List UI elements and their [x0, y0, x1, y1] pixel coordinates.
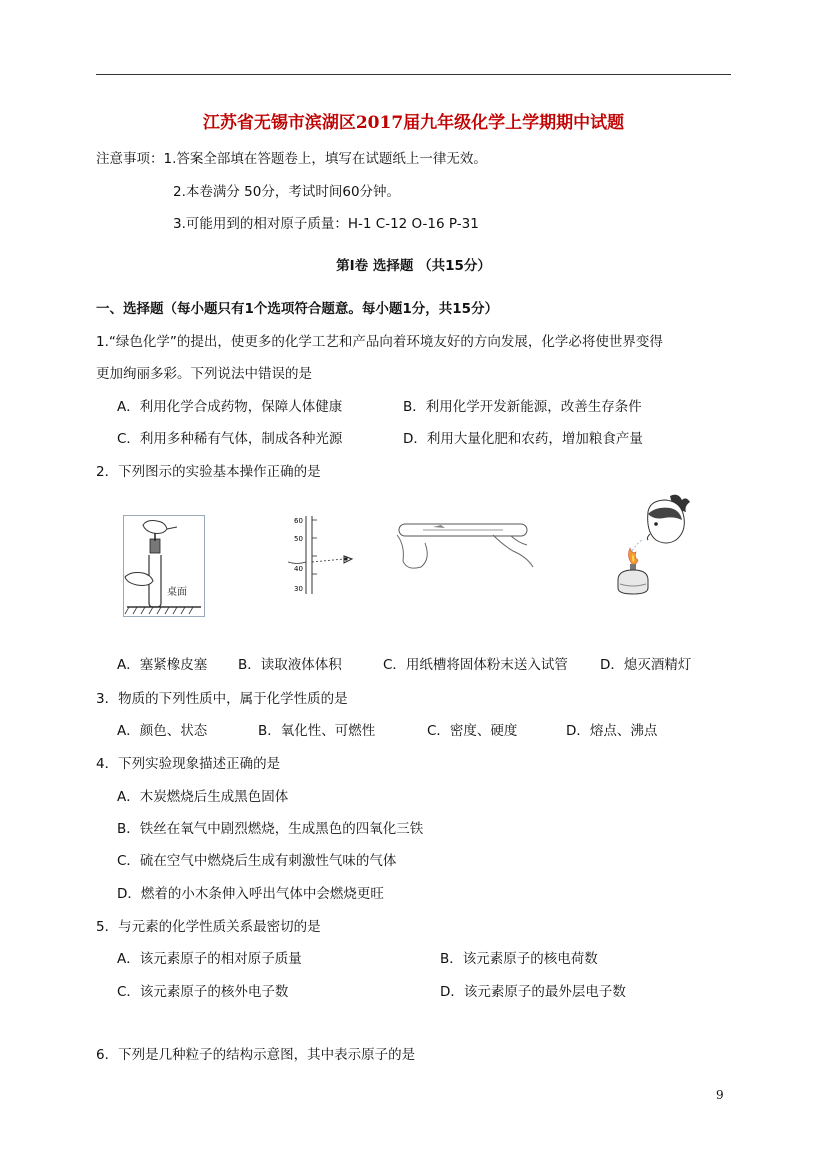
q5-option-b: B．该元素原子的核电荷数: [440, 951, 598, 967]
q3-option-c: C．密度、硬度: [427, 723, 518, 739]
q3-option-a: A．颜色、状态: [117, 723, 208, 739]
figure-a-stopper: [123, 515, 205, 617]
q4-option-d: D．燃着的小木条伸入呼出气体中会燃烧更旺: [117, 886, 384, 902]
q2-option-d: D．熄灭酒精灯: [600, 657, 692, 673]
header-rule: [96, 74, 731, 75]
q3-option-b: B．氧化性、可燃性: [258, 723, 376, 739]
q3-option-d: D．熔点、沸点: [566, 723, 658, 739]
notes-item-2: 2.本卷满分 50分，考试时间60分钟。: [173, 184, 401, 200]
q5-option-a: A．该元素原子的相对原子质量: [117, 951, 302, 967]
cyl-label-30: 30: [294, 585, 303, 593]
figure-b-cylinder: [280, 512, 360, 598]
figure-a-desk-label: 桌面: [167, 587, 187, 598]
q1-stem-line-1: 1.“绿色化学”的提出，使更多的化学工艺和产品向着环境友好的方向发展，化学必将使世界变得: [96, 334, 663, 350]
notes-label: 注意事项：1.答案全部填在答题卷上，填写在试题纸上一律无效。: [96, 151, 487, 167]
figure-d-alcohol-lamp: [612, 490, 697, 605]
q4-stem: 4．下列实验现象描述正确的是: [96, 756, 281, 772]
notes-item-3: 3.可能用到的相对原子质量：H-1 C-12 O-16 P-31: [173, 216, 479, 232]
q4-option-c: C．硫在空气中燃烧后生成有刺激性气味的气体: [117, 853, 397, 869]
cyl-label-50: 50: [294, 535, 303, 543]
q6-stem: 6．下列是几种粒子的结构示意图，其中表示原子的是: [96, 1047, 416, 1063]
q4-option-b: B．铁丝在氧气中剧烈燃烧，生成黑色的四氧化三铁: [117, 821, 424, 837]
page-title: 江苏省无锡市滨湖区2017届九年级化学上学期期中试题: [202, 113, 625, 133]
q4-option-a: A．木炭燃烧后生成黑色固体: [117, 789, 289, 805]
q5-stem: 5．与元素的化学性质关系最密切的是: [96, 919, 321, 935]
figure-c-paper-trough: [393, 515, 538, 577]
q5-option-d: D．该元素原子的最外层电子数: [440, 984, 626, 1000]
q3-stem: 3．物质的下列性质中，属于化学性质的是: [96, 691, 348, 707]
q2-option-a: A．塞紧橡皮塞: [117, 657, 208, 673]
q5-option-c: C．该元素原子的核外电子数: [117, 984, 289, 1000]
q2-option-c: C．用纸槽将固体粉末送入试管: [383, 657, 568, 673]
q1-stem-line-2: 更加绚丽多彩。下列说法中错误的是: [96, 366, 312, 382]
q2-option-b: B．读取液体体积: [238, 657, 342, 673]
page-number: 9: [716, 1088, 724, 1102]
q2-stem: 2．下列图示的实验基本操作正确的是: [96, 464, 321, 480]
q1-option-b: B．利用化学开发新能源，改善生存条件: [403, 399, 642, 415]
section-heading: 第Ⅰ卷 选择题 （共15分）: [336, 258, 491, 274]
q1-option-c: C．利用多种稀有气体，制成各种光源: [117, 431, 343, 447]
part-heading: 一、选择题（每小题只有1个选项符合题意。每小题1分，共15分）: [96, 301, 499, 317]
q1-option-d: D．利用大量化肥和农药，增加粮食产量: [403, 431, 643, 447]
cyl-label-40: 40: [294, 565, 303, 573]
cyl-label-60: 60: [294, 517, 303, 525]
q1-option-a: A．利用化学合成药物，保障人体健康: [117, 399, 343, 415]
